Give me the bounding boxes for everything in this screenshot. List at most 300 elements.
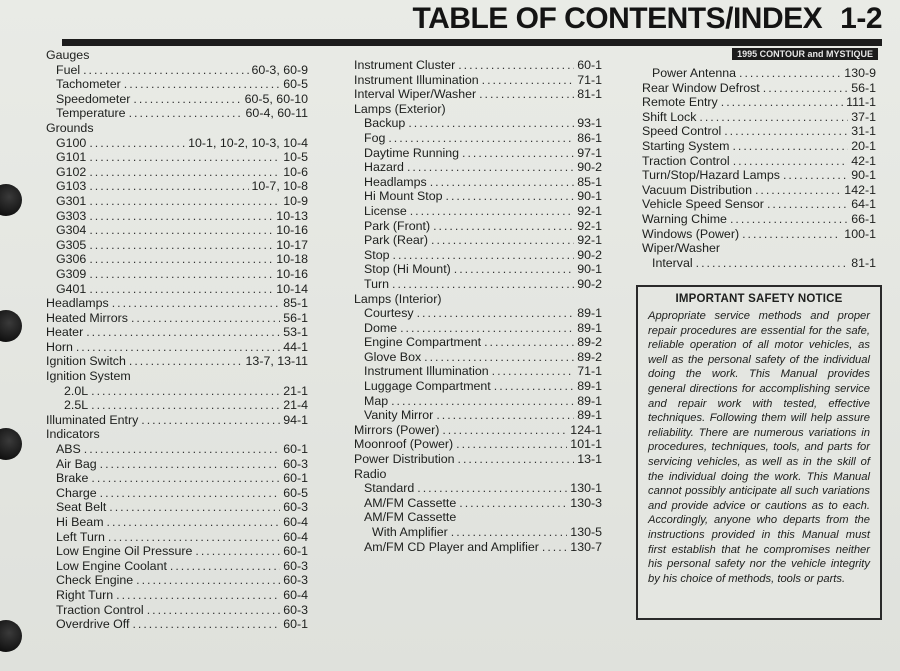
- index-entry-label: Horn: [46, 339, 73, 354]
- index-entry-page: 31-1: [851, 124, 876, 139]
- index-entry-label: Standard: [364, 481, 415, 496]
- index-entry: [46, 223, 308, 238]
- index-entry-label: Daytime Running: [364, 145, 460, 160]
- index-entry-page: 60-4: [283, 587, 308, 602]
- index-entry-page: 92-1: [577, 203, 602, 218]
- page-title-text: TABLE OF CONTENTS/INDEX: [412, 2, 823, 35]
- index-entry-label: Courtesy: [364, 306, 414, 321]
- index-entry-label: Radio: [354, 466, 387, 481]
- index-entry-page: 130-5: [570, 525, 602, 539]
- index-entry-label: Power Distribution: [354, 452, 455, 467]
- dot-leader: [91, 471, 280, 486]
- index-entry: [46, 63, 308, 78]
- dot-leader: [494, 379, 574, 394]
- index-entry-label: Wiper/Washer: [642, 241, 721, 256]
- index-entry: [46, 427, 308, 442]
- index-entry: [354, 248, 602, 263]
- dot-leader: [484, 335, 574, 350]
- dot-leader: [124, 77, 280, 92]
- dot-leader: [89, 282, 273, 297]
- dot-leader: [462, 146, 574, 161]
- index-entry-label: G304: [56, 223, 87, 238]
- index-entry-page: 130-9: [844, 66, 876, 80]
- dot-leader: [141, 413, 280, 428]
- index-entry-page: 60-1: [577, 58, 602, 72]
- index-entry-label: Vanity Mirror: [364, 408, 434, 423]
- index-entry-label: License: [364, 203, 407, 218]
- index-entry: [46, 92, 308, 107]
- index-entry-label: Instrument Illumination: [364, 364, 489, 379]
- index-entry-page: 60-5: [283, 485, 308, 500]
- index-entry: [46, 209, 308, 224]
- index-entry: [354, 379, 602, 394]
- index-entry: [354, 292, 602, 307]
- dot-leader: [721, 95, 843, 110]
- index-entry-label: 2.0L: [64, 383, 89, 398]
- dot-leader: [147, 603, 281, 618]
- index-entry-page: 86-1: [577, 130, 602, 145]
- index-entry: [354, 160, 602, 175]
- index-entry-label: G401: [56, 281, 87, 296]
- index-entry-label: 2.5L: [64, 398, 89, 413]
- index-entry-page: 56-1: [851, 80, 876, 95]
- index-entry: [46, 603, 308, 618]
- dot-leader: [407, 160, 574, 175]
- index-entry: [642, 154, 876, 169]
- index-entry-label: G100: [56, 135, 87, 150]
- index-entry: [46, 573, 308, 588]
- index-entry-page: 10-9: [283, 193, 308, 208]
- index-entry-label: Park (Front): [364, 218, 431, 233]
- dot-leader: [129, 106, 243, 121]
- index-entry-page: 53-1: [283, 325, 308, 340]
- index-entry-page: 92-1: [577, 218, 602, 233]
- index-entry-label: Left Turn: [56, 529, 105, 544]
- index-entry: [46, 588, 308, 603]
- index-entry-page: 21-4: [283, 398, 308, 413]
- index-entry: [46, 136, 308, 151]
- index-entry-page: 20-1: [851, 138, 876, 153]
- index-entry: [642, 110, 876, 125]
- binder-hole: [0, 310, 22, 342]
- index-entry-page: 90-1: [851, 168, 876, 183]
- index-entry: [354, 219, 602, 234]
- dot-leader: [129, 354, 243, 369]
- index-entry-label: Headlamps: [46, 296, 109, 311]
- index-entry: [46, 617, 308, 632]
- index-entry: [46, 106, 308, 121]
- dot-leader: [391, 394, 574, 409]
- index-column-3: [642, 66, 876, 270]
- dot-leader: [696, 256, 849, 271]
- index-entry-page: 81-1: [577, 87, 602, 102]
- index-entry-label: Right Turn: [56, 587, 114, 602]
- index-entry-label: Rear Window Defrost: [642, 80, 760, 95]
- index-entry-label: Starting System: [642, 138, 730, 153]
- index-entry-label: Stop (Hi Mount): [364, 262, 451, 277]
- index-entry-label: G102: [56, 164, 87, 179]
- binder-hole: [0, 428, 22, 460]
- index-entry-label: AM/FM Cassette: [364, 495, 457, 510]
- index-entry-label: Interval: [652, 255, 693, 270]
- dot-leader: [107, 515, 281, 530]
- dot-leader: [742, 227, 841, 242]
- index-entry: [642, 256, 876, 271]
- dot-leader: [83, 63, 248, 78]
- dot-leader: [739, 66, 841, 81]
- index-entry-page: 37-1: [851, 109, 876, 124]
- index-entry-label: Luggage Compartment: [364, 379, 491, 394]
- dot-leader: [131, 311, 280, 326]
- index-entry-label: Map: [364, 393, 389, 408]
- index-entry: [46, 500, 308, 515]
- index-entry-label: Overdrive Off: [56, 617, 130, 632]
- index-entry-page: 60-1: [283, 471, 308, 486]
- dot-leader: [699, 110, 848, 125]
- dot-leader: [755, 183, 841, 198]
- index-entry: [46, 398, 308, 413]
- index-entry-page: 94-1: [283, 412, 308, 427]
- index-entry-page: 90-2: [577, 160, 602, 175]
- header-rule: [62, 39, 882, 46]
- index-entry-label: Interval Wiper/Washer: [354, 87, 477, 102]
- index-entry-label: Moonroof (Power): [354, 437, 454, 452]
- index-entry: [46, 530, 308, 545]
- index-entry-label: Dome: [364, 320, 398, 335]
- dot-leader: [424, 350, 574, 365]
- index-entry-label: Instrument Cluster: [354, 58, 456, 72]
- index-entry: [354, 423, 602, 438]
- index-entry-label: Traction Control: [642, 153, 730, 168]
- index-entry: [46, 325, 308, 340]
- index-entry: [46, 77, 308, 92]
- dot-leader: [89, 165, 280, 180]
- dot-leader: [89, 194, 280, 209]
- dot-leader: [436, 408, 574, 423]
- index-entry-label: Heated Mirrors: [46, 310, 128, 325]
- index-entry-page: 89-1: [577, 379, 602, 394]
- index-entry-label: Low Engine Coolant: [56, 558, 167, 573]
- dot-leader: [100, 486, 281, 501]
- index-entry-page: 100-1: [844, 226, 876, 241]
- index-entry: [354, 408, 602, 423]
- index-entry-label: Lamps (Exterior): [354, 101, 446, 116]
- index-entry-label: Hi Beam: [56, 515, 104, 529]
- dot-leader: [459, 496, 567, 511]
- index-entry: [46, 311, 308, 326]
- dot-leader: [458, 58, 574, 73]
- index-entry-label: G301: [56, 193, 87, 208]
- index-entry-label: Fog: [364, 130, 386, 145]
- index-entry-page: 64-1: [851, 197, 876, 212]
- index-entry: [46, 165, 308, 180]
- dot-leader: [446, 189, 575, 204]
- index-entry: [46, 179, 308, 194]
- index-entry: [354, 525, 602, 540]
- index-entry: [46, 282, 308, 297]
- dot-leader: [410, 204, 574, 219]
- dot-leader: [430, 175, 575, 190]
- index-entry-label: Air Bag: [56, 456, 97, 471]
- index-entry-page: 90-1: [577, 189, 602, 204]
- index-entry: [354, 277, 602, 292]
- index-entry-page: 10-5: [283, 150, 308, 165]
- index-entry-page: 66-1: [851, 211, 876, 226]
- index-entry-page: 89-1: [577, 408, 602, 423]
- index-entry-label: Vehicle Speed Sensor: [642, 197, 764, 212]
- index-entry-page: 89-1: [577, 320, 602, 335]
- index-entry-page: 111-1: [846, 95, 876, 110]
- dot-leader: [542, 540, 567, 555]
- index-entry-page: 56-1: [283, 310, 308, 325]
- index-entry-page: 90-2: [577, 247, 602, 262]
- index-entry-page: 42-1: [851, 153, 876, 168]
- dot-leader: [400, 321, 574, 336]
- index-entry-page: 124-1: [570, 422, 602, 437]
- index-entry: [354, 175, 602, 190]
- index-entry-label: Turn: [364, 276, 390, 291]
- index-entry-label: Charge: [56, 485, 97, 500]
- dot-leader: [170, 559, 280, 574]
- index-entry: [642, 183, 876, 198]
- safety-notice-title: IMPORTANT SAFETY NOTICE: [675, 293, 843, 305]
- index-entry-label: G101: [56, 150, 87, 165]
- dot-leader: [89, 179, 248, 194]
- index-entry-label: Windows (Power): [642, 226, 740, 241]
- index-entry-label: Hi Mount Stop: [364, 189, 443, 204]
- index-entry: [642, 241, 876, 256]
- index-entry-label: Headlamps: [364, 174, 427, 189]
- index-entry: [354, 87, 602, 102]
- index-entry-page: 71-1: [577, 72, 602, 87]
- binder-hole: [0, 184, 22, 216]
- index-entry: [354, 116, 602, 131]
- index-entry-label: Warning Chime: [642, 211, 727, 226]
- dot-leader: [393, 248, 575, 263]
- index-entry: [354, 510, 602, 525]
- index-entry-page: 71-1: [577, 364, 602, 379]
- index-entry: [46, 252, 308, 267]
- dot-leader: [392, 277, 574, 292]
- index-entry: [642, 139, 876, 154]
- dot-leader: [458, 452, 575, 467]
- index-entry-label: Indicators: [46, 427, 100, 442]
- index-entry: [354, 146, 602, 161]
- index-entry: [642, 81, 876, 96]
- dot-leader: [76, 340, 280, 355]
- index-entry-page: 60-3: [283, 558, 308, 573]
- dot-leader: [89, 267, 273, 282]
- index-entry-label: G103: [56, 179, 87, 194]
- index-entry: [354, 306, 602, 321]
- index-entry-label: Backup: [364, 116, 406, 131]
- dot-leader: [89, 150, 280, 165]
- index-entry-label: Power Antenna: [652, 66, 737, 80]
- index-column-2: [354, 58, 602, 554]
- index-entry: [46, 267, 308, 282]
- dot-leader: [112, 296, 281, 311]
- index-entry-page: 13-7, 13-11: [245, 354, 308, 369]
- dot-leader: [724, 124, 848, 139]
- index-entry: [642, 227, 876, 242]
- index-entry-page: 130-1: [570, 481, 602, 496]
- index-entry-page: 60-3: [283, 456, 308, 471]
- index-entry-page: 60-5, 60-10: [244, 91, 308, 106]
- index-entry: [354, 131, 602, 146]
- dot-leader: [388, 131, 574, 146]
- index-entry-label: Fuel: [56, 62, 81, 77]
- index-entry-page: 10-16: [276, 223, 308, 238]
- dot-leader: [84, 442, 280, 457]
- index-entry: [354, 189, 602, 204]
- index-entry-label: Engine Compartment: [364, 335, 482, 350]
- index-entry: [46, 150, 308, 165]
- index-entry-label: Grounds: [46, 120, 94, 135]
- index-entry-page: 130-7: [570, 539, 602, 554]
- dot-leader: [86, 325, 280, 340]
- dot-leader: [195, 544, 280, 559]
- index-entry: [354, 102, 602, 117]
- index-entry-label: Ignition Switch: [46, 354, 126, 369]
- index-entry: [354, 540, 602, 555]
- dot-leader: [732, 139, 848, 154]
- index-entry: [46, 121, 308, 136]
- index-entry-page: 10-1, 10-2, 10-3, 10-4: [188, 135, 308, 150]
- page-subtitle: 1995 CONTOUR and MYSTIQUE: [732, 48, 878, 60]
- index-entry: [46, 442, 308, 457]
- index-entry-page: 60-3, 60-9: [251, 62, 308, 77]
- index-entry-page: 60-3: [283, 602, 308, 617]
- index-entry-page: 60-5: [283, 77, 308, 92]
- index-entry-page: 60-1: [283, 544, 308, 559]
- dot-leader: [482, 73, 575, 88]
- index-entry-page: 10-16: [276, 266, 308, 281]
- dot-leader: [733, 154, 849, 169]
- index-entry-page: 142-1: [844, 182, 876, 197]
- dot-leader: [730, 212, 848, 227]
- dot-leader: [433, 219, 574, 234]
- index-entry: [46, 544, 308, 559]
- safety-notice-box: [636, 285, 882, 620]
- index-entry-page: 10-6: [283, 164, 308, 179]
- index-entry-page: 81-1: [851, 255, 876, 270]
- index-column-1: [46, 48, 308, 632]
- dot-leader: [408, 116, 574, 131]
- dot-leader: [133, 92, 241, 107]
- index-entry-page: 10-14: [276, 281, 308, 296]
- index-entry-label: Turn/Stop/Hazard Lamps: [642, 168, 780, 183]
- index-entry-label: Check Engine: [56, 573, 134, 588]
- dot-leader: [442, 423, 567, 438]
- index-entry: [46, 515, 308, 530]
- index-entry-page: 10-18: [276, 252, 308, 267]
- index-entry-page: 10-13: [276, 208, 308, 223]
- index-entry-label: With Amplifier: [372, 525, 448, 539]
- index-entry-label: G303: [56, 208, 87, 223]
- index-entry: [46, 413, 308, 428]
- index-entry-page: 60-1: [283, 617, 308, 632]
- index-entry-label: G309: [56, 266, 87, 281]
- index-entry: [354, 467, 602, 482]
- dot-leader: [451, 525, 568, 540]
- dot-leader: [132, 617, 280, 632]
- index-entry: [46, 48, 308, 63]
- index-entry-page: 90-2: [577, 276, 602, 291]
- dot-leader: [108, 530, 280, 545]
- page-number: 1-2: [840, 2, 882, 35]
- index-entry-page: 85-1: [283, 296, 308, 311]
- dot-leader: [431, 233, 574, 248]
- dot-leader: [89, 223, 273, 238]
- index-entry-page: 60-1: [283, 442, 308, 457]
- index-entry: [354, 350, 602, 365]
- index-entry-page: 10-7, 10-8: [251, 179, 308, 194]
- index-entry-label: Heater: [46, 325, 84, 340]
- index-entry-label: Seat Belt: [56, 500, 107, 515]
- index-entry-label: Am/FM CD Player and Amplifier: [364, 539, 539, 554]
- index-entry: [354, 437, 602, 452]
- index-entry: [354, 321, 602, 336]
- dot-leader: [89, 252, 273, 267]
- dot-leader: [417, 306, 575, 321]
- index-entry: [46, 384, 308, 399]
- dot-leader: [763, 81, 848, 96]
- index-entry-label: Speed Control: [642, 124, 722, 139]
- index-entry-label: Gauges: [46, 48, 90, 62]
- index-entry-label: Tachometer: [56, 77, 121, 92]
- index-entry-page: 60-3: [283, 500, 308, 515]
- dot-leader: [454, 262, 574, 277]
- index-entry: [354, 394, 602, 409]
- index-entry-label: ABS: [56, 442, 81, 457]
- index-entry-page: 21-1: [283, 383, 308, 398]
- index-entry-page: 60-3: [283, 573, 308, 588]
- dot-leader: [116, 588, 280, 603]
- page-title: [413, 2, 882, 36]
- index-entry: [642, 168, 876, 183]
- index-entry-label: Ignition System: [46, 369, 131, 384]
- index-entry: [354, 364, 602, 379]
- index-entry-page: 10-17: [276, 237, 308, 252]
- index-entry: [354, 58, 602, 73]
- index-entry: [46, 194, 308, 209]
- dot-leader: [783, 168, 848, 183]
- index-entry-label: G305: [56, 237, 87, 252]
- index-entry-label: Lamps (Interior): [354, 291, 442, 306]
- index-entry: [46, 369, 308, 384]
- dot-leader: [109, 500, 280, 515]
- index-entry: [642, 95, 876, 110]
- dot-leader: [492, 364, 575, 379]
- index-entry-label: Park (Rear): [364, 233, 429, 248]
- index-entry: [354, 204, 602, 219]
- index-entry-label: Glove Box: [364, 349, 422, 364]
- index-entry: [354, 73, 602, 88]
- index-entry: [642, 124, 876, 139]
- index-entry-label: AM/FM Cassette: [364, 510, 457, 525]
- dot-leader: [91, 398, 280, 413]
- dot-leader: [767, 197, 848, 212]
- index-entry-page: 89-2: [577, 335, 602, 350]
- index-entry-label: Traction Control: [56, 602, 144, 617]
- index-entry: [46, 296, 308, 311]
- index-entry: [354, 452, 602, 467]
- index-entry-page: 60-4, 60-11: [245, 106, 308, 121]
- index-entry: [354, 262, 602, 277]
- index-entry-page: 92-1: [577, 233, 602, 248]
- index-entry: [46, 354, 308, 369]
- dot-leader: [100, 457, 281, 472]
